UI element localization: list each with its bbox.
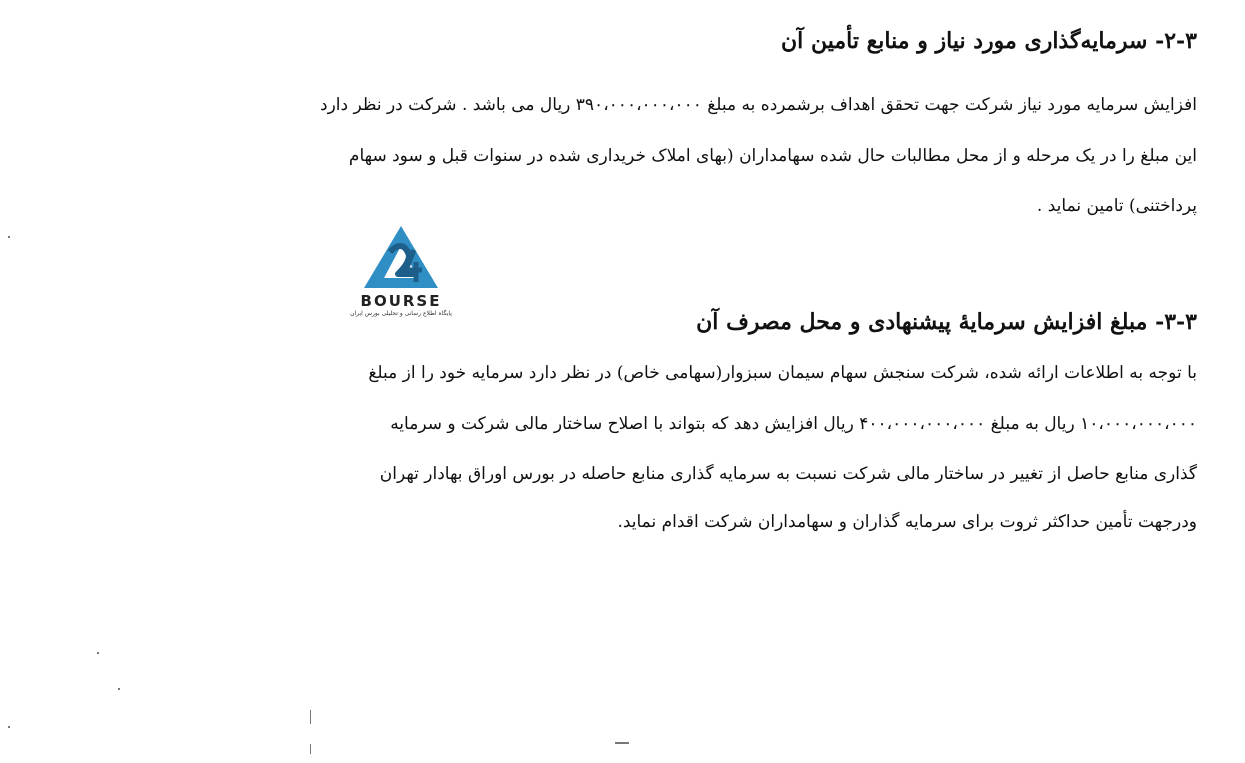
bourse-logo-mark-icon [340,222,462,294]
paragraph-line: پرداختنی) تامین نماید . [1036,196,1197,216]
bourse-logo-subtitle: پایگاه اطلاع رسانی و تحلیلی بورس ایران [350,310,452,317]
paragraph-line: ودرجهت تأمین حداکثر ثروت برای سرمایه گذاران و سهامداران شرکت اقدام نماید. [617,512,1197,532]
paragraph-line: افزایش سرمایه مورد نیاز شرکت جهت تحقق اهداف برشمرده به مبلغ ۳۹۰،۰۰۰،۰۰۰،۰۰۰ ریال می باشد . شرکت در نظر دارد [320,95,1197,115]
scan-speck [310,744,311,754]
paragraph-line: با توجه به اطلاعات ارائه شده، شرکت سنجش سهام سیمان سبزوار(سهامی خاص) در نظر دارد سرمایه خود را از مبلغ [368,363,1197,383]
scan-speck [118,688,120,690]
bourse-logo-text: BOURSE [360,292,442,310]
scan-speck [615,742,629,744]
scan-speck [97,652,99,654]
scan-speck [8,726,10,728]
section-heading-3-3: ۳-۳- مبلغ افزایش سرمایهٔ پیشنهادی و محل مصرف آن [696,309,1197,335]
section-heading-2-3: ۲-۳- سرمایه‌گذاری مورد نیاز و منابع تأمین آن [781,28,1197,54]
paragraph-line: گذاری منابع حاصل از تغییر در ساختار مالی شرکت نسبت به سرمایه گذاری منابع حاصله در بورس اوراق بهادار تهران [379,464,1197,484]
paragraph-line: این مبلغ را در یک مرحله و از محل مطالبات حال شده سهامداران (بهای املاک خریداری شده در سنوات قبل و سود سهام [348,146,1197,166]
bourse-logo [340,222,462,322]
paragraph-line: ۱۰،۰۰۰،۰۰۰،۰۰۰ ریال به مبلغ ۴۰۰،۰۰۰،۰۰۰،۰۰۰ ریال افزایش دهد که بتواند با اصلاح ساختار مالی شرکت و سرمایه [390,414,1197,434]
scan-speck [310,710,311,724]
scan-speck [8,236,10,238]
